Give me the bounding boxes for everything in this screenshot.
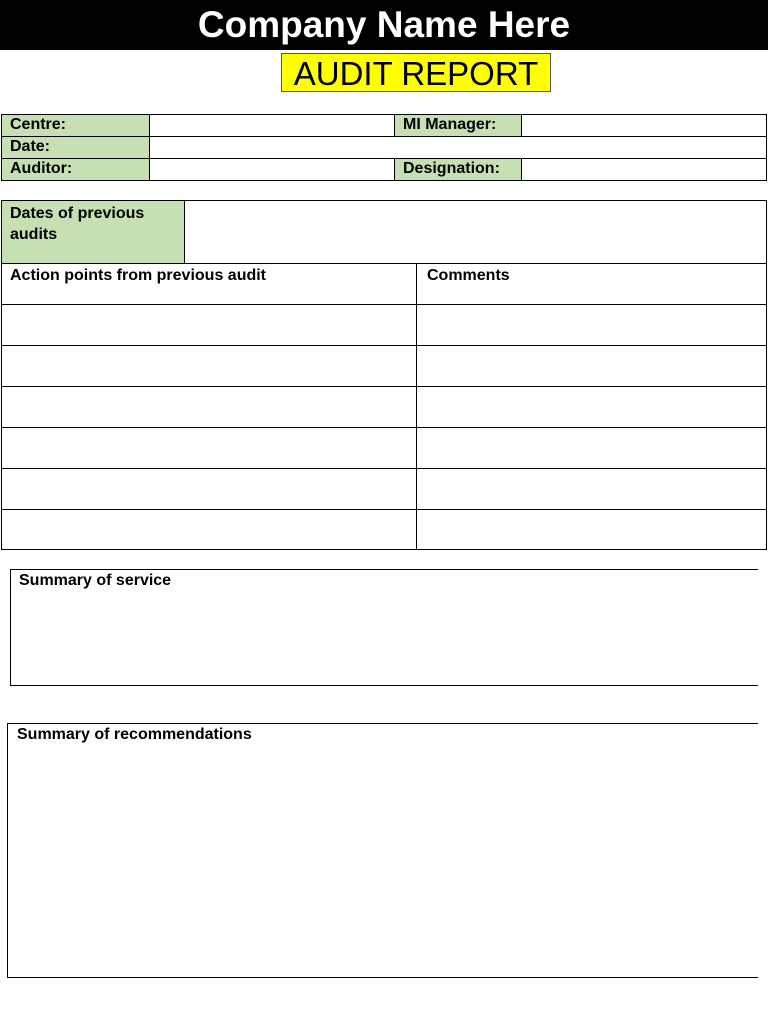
auditor-field[interactable] [149, 158, 395, 181]
summary-of-service-box[interactable] [10, 569, 758, 686]
dates-previous-audits-field[interactable] [184, 200, 767, 264]
action-point-cell[interactable] [1, 304, 417, 346]
company-name-header: Company Name Here [0, 0, 768, 50]
date-label: Date: [1, 136, 150, 159]
action-point-cell[interactable] [1, 468, 417, 510]
centre-label: Centre: [1, 114, 150, 137]
mi-manager-field[interactable] [521, 114, 767, 137]
designation-label: Designation: [394, 158, 522, 181]
mi-manager-label: MI Manager: [394, 114, 522, 137]
comment-cell[interactable] [416, 345, 767, 387]
summary-of-recommendations-box[interactable] [7, 723, 758, 978]
action-point-cell[interactable] [1, 509, 417, 550]
action-points-header: Action points from previous audit [1, 263, 417, 305]
summary-of-service-label: Summary of service [19, 572, 172, 589]
report-title: AUDIT REPORT [281, 53, 551, 92]
summary-of-recommendations-label: Summary of recommendations [17, 726, 252, 743]
comment-cell[interactable] [416, 509, 767, 550]
comment-cell[interactable] [416, 386, 767, 428]
centre-field[interactable] [149, 114, 395, 137]
comment-cell[interactable] [416, 427, 767, 469]
action-point-cell[interactable] [1, 427, 417, 469]
auditor-label: Auditor: [1, 158, 150, 181]
comment-cell[interactable] [416, 468, 767, 510]
date-field[interactable] [149, 136, 767, 159]
action-point-cell[interactable] [1, 386, 417, 428]
comments-header: Comments [416, 263, 767, 305]
dates-previous-audits-label: Dates of previous audits [1, 200, 185, 264]
designation-field[interactable] [521, 158, 767, 181]
comment-cell[interactable] [416, 304, 767, 346]
action-point-cell[interactable] [1, 345, 417, 387]
